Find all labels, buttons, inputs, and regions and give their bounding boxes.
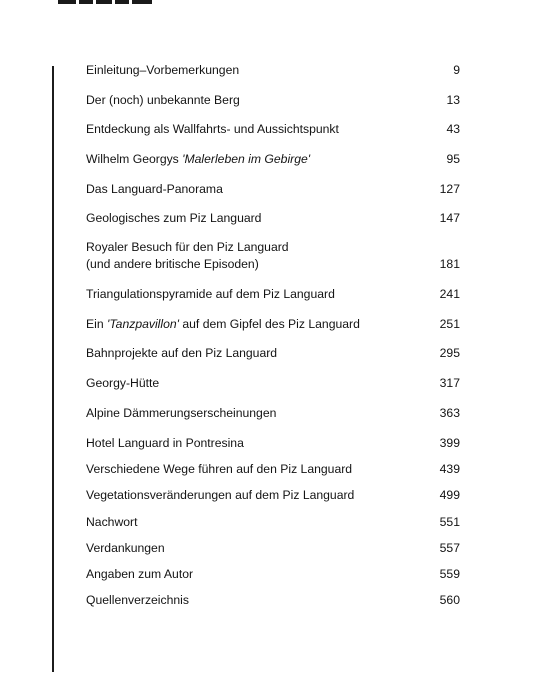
toc-entry: [86, 566, 460, 583]
toc-entry: [86, 345, 460, 362]
toc-entry-title-part: Ein: [86, 317, 108, 331]
toc-entry-page: 399: [439, 436, 460, 450]
toc-entry-title: Angaben zum Autor: [86, 567, 194, 581]
toc-entry: [86, 435, 460, 452]
toc-entry-page: 251: [439, 317, 460, 331]
toc-entry-page: 559: [439, 567, 460, 581]
toc-entry-page: 181: [439, 257, 460, 271]
toc-entry-title-italic: 'Tanzpavillon': [107, 317, 179, 331]
toc-entry: [86, 62, 460, 79]
toc-entry-page: 560: [439, 593, 460, 607]
toc-entry-title: [86, 316, 406, 333]
toc-entry: [86, 181, 460, 198]
toc-entry-page: 363: [439, 406, 460, 420]
toc-entry-title: [86, 239, 406, 273]
toc-entry: [86, 405, 460, 422]
toc-entry-page: 499: [439, 488, 460, 502]
toc-entry-page: 127: [439, 182, 460, 196]
toc-entry-page: 317: [439, 376, 460, 390]
toc-entry-page: 13: [446, 93, 460, 107]
toc-entry: [86, 540, 460, 557]
toc-entry-page: 439: [439, 462, 460, 476]
toc-entry: [86, 239, 460, 273]
toc-entry-page: 95: [446, 152, 460, 166]
toc-entry-title: Geologisches zum Piz Languard: [86, 211, 262, 225]
toc-entry: [86, 592, 460, 609]
toc-entry-title: Nachwort: [86, 515, 138, 529]
toc-entry-page: 557: [439, 541, 460, 555]
toc-entry-title: Entdeckung als Wallfahrts- und Aussichtspunkt: [86, 122, 339, 136]
toc-entry-title: Verschiedene Wege führen auf den Piz Languard: [86, 462, 353, 476]
toc-entry: [86, 316, 460, 333]
toc-entry-page: 147: [439, 211, 460, 225]
toc-entry-title: Der (noch) unbekannte Berg: [86, 93, 240, 107]
toc-entry-title: Quellenverzeichnis: [86, 593, 189, 607]
toc-entry-title-part: auf dem Gipfel des Piz Languard: [178, 317, 360, 331]
toc-entry-title: Triangulationspyramide auf dem Piz Languard: [86, 287, 335, 301]
toc-entry: [86, 286, 460, 303]
toc-entry-page: 43: [446, 122, 460, 136]
cropped-heading: [58, 0, 158, 4]
toc-entry: [86, 487, 460, 504]
toc-entry-title-part: Wilhelm Georgys: [86, 152, 183, 166]
toc-entry-title: Vegetationsveränderungen auf dem Piz Languard: [86, 488, 355, 502]
toc-entry: [86, 121, 460, 138]
toc-entry-title: Das Languard-Panorama: [86, 182, 223, 196]
toc-entry-title: Verdankungen: [86, 541, 165, 555]
toc-entry-title: Hotel Languard in Pontresina: [86, 436, 244, 450]
toc-entry-page: 241: [439, 287, 460, 301]
toc-entry-title-italic: 'Malerleben im Gebirge': [182, 152, 311, 166]
toc-entry: [86, 151, 460, 168]
toc-entry-page: 551: [439, 515, 460, 529]
toc-entry-title: Georgy-Hütte: [86, 376, 160, 390]
vertical-rule: [52, 66, 54, 672]
toc-entry: [86, 210, 460, 227]
toc-entry-title: Einleitung–Vorbemerkungen: [86, 63, 240, 77]
toc-entry: [86, 514, 460, 531]
toc-entry-page: 295: [439, 346, 460, 360]
toc-entry-title-line1: Royaler Besuch für den Piz Languard: [86, 240, 289, 254]
toc-entry-page: 9: [453, 63, 460, 77]
toc-entry: [86, 92, 460, 109]
toc-entry-title-line2: (und andere britische Episoden): [86, 257, 259, 271]
toc-entry-title: [86, 151, 406, 168]
toc-entry-title: Alpine Dämmerungserscheinungen: [86, 406, 277, 420]
toc-entry-title: Bahnprojekte auf den Piz Languard: [86, 346, 278, 360]
toc-entry: [86, 375, 460, 392]
toc-entry: [86, 461, 460, 478]
